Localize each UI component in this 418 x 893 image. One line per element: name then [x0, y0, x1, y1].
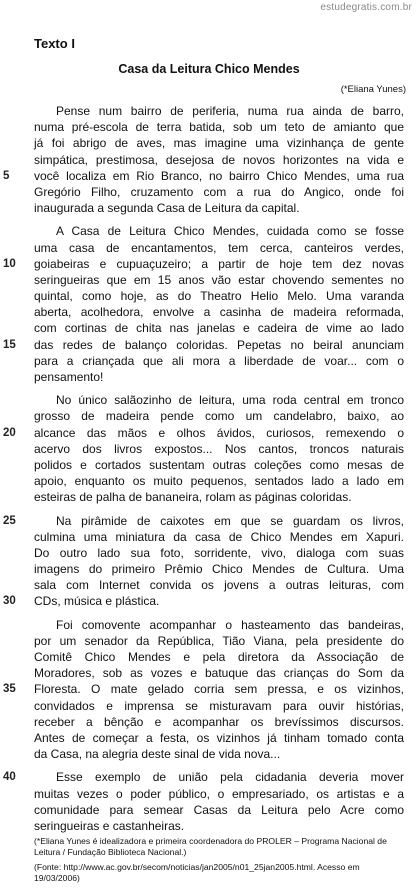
line-text: uma casa de encantamentos, tem cerca, canteiros verdes,	[34, 240, 404, 255]
line-text: culmina uma miniatura da casa de Chico Mendes em Xapuri.	[34, 529, 404, 544]
line-number: 5	[3, 169, 10, 182]
text-line	[3, 769, 404, 785]
paragraph	[3, 769, 404, 834]
text-line	[34, 353, 404, 369]
line-text: seringueiras que em 15 anos vão estar chovendo sementes no	[34, 272, 404, 287]
line-text: No único salãozinho de leitura, uma roda central em tronco	[56, 393, 404, 408]
text-line	[34, 665, 404, 681]
line-text: Comitê Chico Mendes e pela diretora da Associação de	[34, 650, 404, 664]
section-label: Texto I	[34, 36, 75, 51]
text-line	[34, 288, 404, 304]
text-line	[34, 545, 404, 561]
text-line	[3, 681, 404, 697]
line-text: seringueiras e castanheiras.	[34, 818, 185, 833]
line-text: Foi comovente acompanhar o hasteamento das bandeiras,	[56, 617, 404, 632]
text-line	[34, 119, 404, 135]
line-text: goiabeiras e cupuaçuzeiro; a partir de hoje tem dez novas	[34, 256, 404, 271]
line-number: 30	[3, 595, 16, 608]
paragraph	[3, 103, 404, 216]
line-text: simpática, prestimosa, desejosa de novos horizontes na vida e	[34, 152, 404, 167]
paragraph	[3, 223, 404, 385]
line-text: Floresta. O mate gelado corria sem pressa, e os vizinhos,	[34, 682, 404, 697]
line-text: você localiza em Rio Branco, no bairro Chico Mendes, uma rua	[34, 168, 404, 183]
line-text: quintal, como hoje, as do Theatro Helio Melo. Uma varanda	[34, 289, 404, 304]
line-number: 35	[3, 683, 16, 696]
line-text: receber a bênção e acompanhar os brevíssimos discursos.	[34, 714, 404, 729]
paragraph	[3, 513, 404, 610]
line-text: grosso de madeira pende como um candelabro, baixo, ao	[34, 409, 404, 424]
text-line	[34, 184, 404, 200]
text-line	[3, 513, 404, 529]
line-text: CDs, música e plástica.	[34, 594, 160, 609]
text-line	[34, 441, 404, 457]
line-text: esteiras de palha de bananeira, rolam as páginas coloridas.	[34, 490, 352, 505]
line-text: das redes de balanço coloridas. Pepetas no beiral anunciam	[34, 337, 404, 352]
text-line	[34, 272, 404, 288]
text-line	[34, 473, 404, 489]
text-line	[34, 152, 404, 168]
line-text: acervo dos livros expostos... Nos cantos, troncos naturais	[34, 441, 404, 456]
line-number: 40	[3, 771, 16, 784]
text-line	[34, 633, 404, 649]
text-line	[34, 369, 404, 385]
line-text: A Casa de Leitura Chico Mendes, cuidada como se fosse	[56, 224, 404, 239]
line-text: numa pré-escola de terra batida, sob um teto de amianto que	[34, 120, 404, 135]
text-line	[3, 256, 404, 272]
line-number: 20	[3, 426, 16, 439]
line-text: Antes de começar a festa, os vizinhos já tinham tomado conta	[34, 730, 404, 745]
text-line	[3, 168, 404, 184]
line-text: pensamento!	[34, 370, 104, 384]
line-text: apoio, enquanto os muito pequenos, sentados lado a lado em	[34, 474, 404, 489]
line-text: aberta, acolhedora, envolve a casinha de madeira reformada,	[34, 305, 404, 320]
line-text: polidos e cortados sustentam outras coleções como mesas de	[34, 457, 404, 472]
article-title: Casa da Leitura Chico Mendes	[118, 62, 300, 76]
line-text: muitas vezes o poder público, o empresariado, os artistas e a	[34, 786, 404, 801]
text-line	[34, 649, 404, 665]
text-line	[34, 698, 404, 714]
line-text: para a criançada que ali mora a liberdade de voar... com o	[34, 353, 404, 368]
line-text: por um senador da República, Tião Viana, pela presidente do	[34, 633, 404, 648]
line-number: 15	[3, 338, 16, 351]
text-line	[3, 425, 404, 441]
line-text: com cortinas de chita nas janelas e cadeira de vime ao lado	[34, 321, 404, 336]
line-text: imagens do primeiro Prêmio Chico Mendes de Cultura. Uma	[34, 562, 404, 577]
line-text: Esse exemplo de união pela cidadania deveria mover	[56, 770, 404, 785]
line-text: Do outro lado sua foto, sorridente, vivo, dialoga com suas	[34, 545, 404, 560]
text-line	[34, 561, 404, 577]
text-line	[34, 408, 404, 424]
line-number: 10	[3, 257, 16, 270]
text-line	[34, 489, 404, 505]
line-text: inaugurada a segunda Casa de Leitura da capital.	[34, 201, 300, 216]
text-line	[34, 730, 404, 746]
text-line	[34, 392, 404, 408]
text-line	[34, 304, 404, 320]
text-line	[3, 593, 404, 609]
author-credit: (*Eliana Yunes)	[340, 84, 406, 95]
text-line	[34, 746, 404, 762]
line-text: alcance das mãos e olhos ávidos, curiosos, remexendo o	[34, 425, 404, 440]
line-text: já foi abrigo de aves, mas imagine uma vizinhança de gente	[34, 136, 404, 151]
text-line	[34, 200, 404, 216]
text-line	[3, 337, 404, 353]
line-text: Moradores, sob as vozes e batuque das crianças do Som da	[34, 666, 404, 681]
text-line	[34, 240, 404, 256]
text-line	[34, 103, 404, 119]
line-number: 25	[3, 514, 16, 527]
text-line	[34, 714, 404, 730]
line-text: Na pirâmide de caixotes em que se guardam os livros,	[56, 513, 404, 528]
text-line	[34, 135, 404, 151]
line-text: da Casa, na alegria deste sinal de vida nova...	[34, 747, 281, 762]
line-text: comunidade para semear Casas da Leitura pelo Acre como	[34, 802, 404, 817]
line-text: Pense num bairro de periferia, numa rua ainda de barro,	[56, 104, 404, 118]
site-watermark: estudegratis.com.br	[320, 2, 412, 13]
paragraph	[3, 392, 404, 505]
text-line	[34, 457, 404, 473]
source-footnote: (Fonte: http://www.ac.gov.br/secom/noticias/jan2005/n01_25jan2005.html. Acesso em 19/03/2006)	[34, 862, 360, 883]
text-line	[34, 786, 404, 802]
text-line	[34, 223, 404, 239]
text-line	[34, 802, 404, 818]
text-line	[34, 617, 404, 633]
line-text: Gregório Filho, cruzamento com a rua do Angico, onde foi	[34, 184, 404, 199]
author-footnote: (*Eliana Yunes é idealizadora e primeira coordenadora do PROLER – Programa Nacional de Leitura / Fundação Biblioteca Nacional.)	[34, 836, 387, 857]
article-body	[3, 103, 404, 841]
text-line	[34, 529, 404, 545]
text-line	[34, 818, 404, 834]
text-line	[34, 320, 404, 336]
line-text: sala com Internet convida os jovens a outras leituras, com	[34, 578, 404, 593]
text-line	[34, 577, 404, 593]
paragraph	[3, 617, 404, 763]
line-text: convidados e imprensa se misturavam para ouvir histórias,	[34, 698, 404, 713]
